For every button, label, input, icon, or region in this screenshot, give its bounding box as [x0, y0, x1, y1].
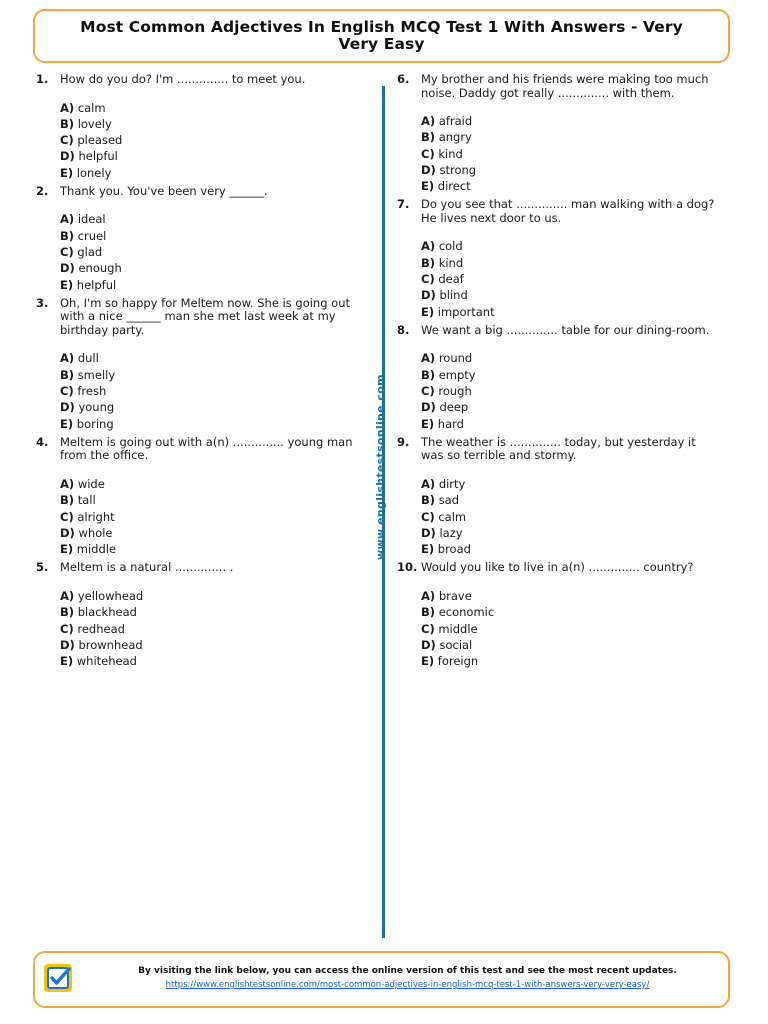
- option-letter: C): [60, 245, 74, 260]
- option-text: tall: [77, 493, 96, 508]
- option-letter: C): [421, 146, 435, 161]
- answer-option[interactable]: [60, 588, 356, 604]
- option-letter: A): [421, 588, 436, 603]
- question-number: 7.: [397, 197, 410, 212]
- option-text: dirty: [438, 476, 466, 491]
- question-text: We want a big .............. table for our dining-room.: [421, 322, 710, 337]
- option-text: lovely: [77, 116, 112, 131]
- answer-option[interactable]: [60, 148, 356, 164]
- site-watermark: www.englishtestsonline.com: [374, 374, 387, 560]
- option-letter: E): [60, 542, 74, 557]
- option-text: lazy: [439, 525, 463, 540]
- option-text: alright: [77, 509, 115, 524]
- answer-option[interactable]: [421, 129, 717, 145]
- question-text: How do you do? I'm .............. to meet you.: [60, 72, 306, 86]
- option-letter: B): [60, 605, 75, 620]
- answer-option[interactable]: [421, 621, 717, 637]
- option-letter: B): [60, 116, 75, 131]
- option-text: strong: [439, 162, 477, 177]
- option-text: brave: [438, 588, 472, 603]
- option-text: redhead: [77, 621, 125, 636]
- answer-option[interactable]: [421, 271, 717, 287]
- option-letter: C): [421, 509, 435, 524]
- question-number: 3.: [36, 295, 49, 310]
- answer-option[interactable]: [60, 399, 356, 415]
- answer-options: [421, 350, 717, 431]
- option-text: hard: [437, 416, 464, 431]
- answer-option[interactable]: [60, 604, 356, 620]
- question-item: [36, 561, 356, 669]
- answer-option[interactable]: [60, 509, 356, 525]
- question-number: 1.: [36, 72, 49, 86]
- option-text: smelly: [77, 367, 116, 382]
- answer-option[interactable]: [60, 416, 356, 432]
- answer-option[interactable]: [421, 509, 717, 525]
- question-item: [397, 198, 717, 319]
- option-letter: B): [60, 367, 75, 382]
- option-letter: B): [60, 228, 75, 243]
- answer-option[interactable]: [60, 260, 356, 276]
- option-text: foreign: [437, 654, 479, 669]
- option-letter: B): [421, 255, 436, 270]
- answer-option[interactable]: [421, 287, 717, 303]
- option-letter: C): [421, 621, 435, 636]
- answer-option[interactable]: [421, 113, 717, 129]
- answer-option[interactable]: [421, 637, 717, 653]
- question-row: [36, 436, 356, 463]
- option-letter: C): [60, 133, 74, 148]
- option-text: brownhead: [78, 637, 143, 652]
- option-letter: A): [60, 212, 75, 227]
- question-item: [397, 436, 717, 557]
- option-letter: D): [421, 400, 436, 415]
- option-letter: B): [421, 605, 436, 620]
- answer-option[interactable]: [421, 367, 717, 383]
- answer-option[interactable]: [60, 116, 356, 132]
- option-letter: C): [60, 621, 74, 636]
- answer-option[interactable]: [421, 416, 717, 432]
- option-letter: B): [60, 493, 75, 508]
- question-number: 9.: [397, 434, 410, 449]
- option-letter: A): [60, 476, 75, 491]
- option-text: blackhead: [77, 605, 137, 620]
- option-letter: D): [421, 162, 436, 177]
- answer-option[interactable]: [60, 228, 356, 244]
- option-letter: C): [421, 384, 435, 399]
- question-item: [36, 73, 356, 181]
- option-letter: E): [60, 654, 74, 669]
- left-question-column: [36, 73, 356, 673]
- question-item: [397, 73, 717, 194]
- option-text: direct: [437, 179, 471, 194]
- question-row: [397, 198, 717, 225]
- answer-options: [421, 476, 717, 557]
- question-number: 6.: [397, 72, 410, 86]
- option-letter: E): [60, 416, 74, 431]
- option-text: middle: [438, 621, 478, 636]
- answer-options: [60, 588, 356, 669]
- question-item: [36, 436, 356, 557]
- answer-option[interactable]: [421, 653, 717, 669]
- answer-options: [60, 350, 356, 431]
- option-letter: E): [421, 654, 435, 669]
- answer-option[interactable]: [421, 525, 717, 541]
- option-letter: D): [60, 261, 75, 276]
- answer-option[interactable]: [60, 525, 356, 541]
- question-item: [397, 324, 717, 432]
- question-text: Would you like to live in a(n) .............. country?: [421, 560, 694, 575]
- option-letter: A): [60, 588, 75, 603]
- question-item: [36, 297, 356, 432]
- option-letter: A): [421, 114, 436, 128]
- answer-options: [421, 588, 717, 669]
- answer-option[interactable]: [421, 399, 717, 415]
- question-text: Meltem is a natural .............. .: [60, 560, 234, 575]
- option-text: lonely: [76, 165, 112, 180]
- answer-option[interactable]: [60, 132, 356, 148]
- answer-option[interactable]: [421, 304, 717, 320]
- option-text: helpful: [78, 149, 118, 164]
- option-text: social: [439, 637, 473, 652]
- answer-option[interactable]: [421, 476, 717, 492]
- option-letter: E): [421, 416, 435, 431]
- question-row: [397, 436, 717, 463]
- option-letter: A): [421, 239, 436, 254]
- option-letter: D): [421, 637, 436, 652]
- answer-option[interactable]: [60, 621, 356, 637]
- option-text: afraid: [438, 114, 473, 128]
- question-text: Do you see that .............. man walking with a dog? He lives next door to us.: [421, 197, 715, 225]
- answer-option[interactable]: [421, 383, 717, 399]
- option-letter: D): [60, 149, 75, 164]
- option-text: empty: [438, 367, 476, 382]
- page-title: Most Common Adjectives In English MCQ Test 1 With Answers - Very Very Easy: [80, 18, 683, 53]
- answer-options: [60, 100, 356, 181]
- footer-box: [33, 951, 730, 1008]
- option-text: deaf: [438, 272, 464, 287]
- answer-option[interactable]: [60, 653, 356, 669]
- answer-option[interactable]: [60, 492, 356, 508]
- answer-option[interactable]: [60, 165, 356, 181]
- option-text: kind: [438, 146, 463, 161]
- question-text: My brother and his friends were making too much noise. Daddy got really .............. with them.: [421, 72, 709, 100]
- option-text: sad: [438, 493, 460, 508]
- answer-option[interactable]: [60, 367, 356, 383]
- question-item: [36, 185, 356, 293]
- answer-option[interactable]: [421, 541, 717, 557]
- answer-option[interactable]: [60, 100, 356, 116]
- option-text: kind: [438, 255, 464, 270]
- footer-link[interactable]: https://www.englishtestsonline.com/most-common-adjectives-in-english-mcq-test-1-with-answers-very-very-easy/: [165, 980, 650, 990]
- answer-option[interactable]: [60, 383, 356, 399]
- answer-option[interactable]: [421, 588, 717, 604]
- option-letter: E): [60, 165, 74, 180]
- option-text: broad: [437, 542, 471, 557]
- answer-option[interactable]: [421, 238, 717, 254]
- option-text: fresh: [77, 384, 107, 399]
- option-letter: E): [421, 304, 435, 319]
- option-text: yellowhead: [77, 588, 144, 603]
- option-text: important: [437, 304, 495, 319]
- answer-options: [421, 113, 717, 194]
- answer-options: [60, 476, 356, 557]
- question-row: [36, 73, 356, 87]
- option-letter: D): [421, 525, 436, 540]
- question-number: 10.: [397, 560, 418, 575]
- question-text: Thank you. You've been very ______.: [60, 183, 268, 198]
- option-text: economic: [438, 605, 495, 620]
- option-text: angry: [438, 130, 472, 145]
- option-text: round: [438, 351, 473, 366]
- option-text: enough: [78, 261, 122, 276]
- option-letter: D): [60, 525, 75, 540]
- title-box: [33, 9, 730, 63]
- option-letter: A): [421, 351, 436, 366]
- option-letter: D): [60, 637, 75, 652]
- answer-options: [421, 238, 717, 319]
- option-text: cruel: [77, 228, 107, 243]
- question-number: 8.: [397, 322, 410, 337]
- question-number: 2.: [36, 183, 49, 198]
- option-text: blind: [439, 288, 468, 303]
- option-letter: D): [421, 288, 436, 303]
- question-text: Meltem is going out with a(n) .............. young man from the office.: [60, 434, 353, 463]
- answer-option[interactable]: [60, 211, 356, 227]
- option-text: dull: [77, 351, 99, 366]
- question-number: 5.: [36, 560, 49, 575]
- answer-option[interactable]: [421, 255, 717, 271]
- option-letter: E): [421, 179, 435, 194]
- option-letter: C): [60, 384, 74, 399]
- option-text: whitehead: [76, 654, 137, 669]
- answer-option[interactable]: [421, 350, 717, 366]
- option-letter: C): [421, 272, 435, 287]
- answer-option[interactable]: [421, 492, 717, 508]
- option-text: whole: [78, 525, 113, 540]
- option-letter: B): [421, 130, 436, 145]
- question-number: 4.: [36, 434, 49, 449]
- option-text: pleased: [77, 133, 123, 148]
- option-text: ideal: [77, 212, 106, 227]
- answer-option[interactable]: [60, 350, 356, 366]
- question-row: [36, 561, 356, 575]
- checkbox-icon: [43, 963, 73, 993]
- answer-options: [60, 211, 356, 292]
- option-letter: A): [60, 100, 75, 115]
- question-row: [397, 324, 717, 338]
- option-text: rough: [438, 384, 472, 399]
- option-text: young: [78, 400, 115, 415]
- option-letter: E): [421, 542, 435, 557]
- option-text: helpful: [76, 277, 117, 292]
- question-row: [397, 73, 717, 100]
- option-letter: D): [60, 400, 75, 415]
- option-text: wide: [77, 476, 105, 491]
- option-text: middle: [76, 542, 117, 557]
- option-text: glad: [77, 245, 103, 260]
- right-question-column: [397, 73, 717, 673]
- footer-text: By visiting the link below, you can access the online version of this test and see the most recent updates.: [138, 966, 677, 976]
- answer-option[interactable]: [421, 162, 717, 178]
- question-row: [36, 297, 356, 338]
- option-letter: B): [421, 493, 436, 508]
- answer-option[interactable]: [60, 637, 356, 653]
- answer-option[interactable]: [421, 604, 717, 620]
- option-letter: A): [60, 351, 75, 366]
- option-letter: E): [60, 277, 74, 292]
- answer-option[interactable]: [60, 244, 356, 260]
- question-text: The weather is .............. today, but yesterday it was so terrible and stormy.: [421, 434, 696, 463]
- option-text: boring: [76, 416, 114, 431]
- question-item: [397, 561, 717, 669]
- option-text: calm: [77, 100, 106, 115]
- answer-option[interactable]: [60, 476, 356, 492]
- answer-option[interactable]: [60, 277, 356, 293]
- question-row: [397, 561, 717, 575]
- answer-option[interactable]: [421, 146, 717, 162]
- answer-option[interactable]: [421, 178, 717, 194]
- answer-option[interactable]: [60, 541, 356, 557]
- option-text: calm: [438, 509, 467, 524]
- option-letter: B): [421, 367, 436, 382]
- option-letter: A): [421, 476, 436, 491]
- option-text: cold: [438, 239, 463, 254]
- question-text: Oh, I'm so happy for Meltem now. She is going out with a nice ______ man she met last week at my birthday party.: [60, 295, 350, 337]
- option-text: deep: [439, 400, 469, 415]
- question-row: [36, 185, 356, 199]
- option-letter: C): [60, 509, 74, 524]
